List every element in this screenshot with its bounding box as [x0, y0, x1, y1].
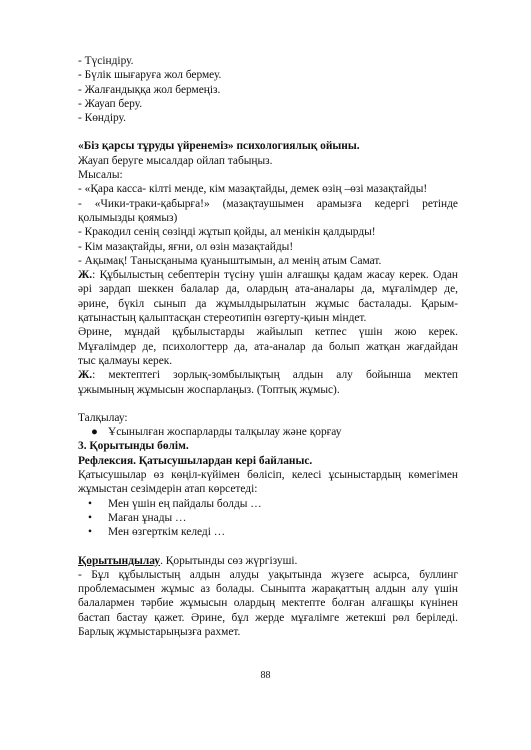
example-line: қолымызды қоямыз)	[78, 211, 178, 224]
paragraph-text: : Құбылыстың себептерін түсіну үшін алғашқы қадам жасау керек. Одан	[92, 269, 458, 282]
section-subtitle: Рефлексия. Қатысушылардан кері байланыс.	[78, 454, 313, 467]
paragraph-line: проблемасымен жұмыс аз болады. Сыныпта жарақаттың алдын алу үшін	[78, 583, 458, 596]
bullet-text: Ұсынылған жоспарларды талқылау және қорғау	[108, 426, 342, 439]
bullet-text: Мен өзгерткім келеді …	[108, 526, 226, 539]
bullet-text: Мен үшін ең пайдалы болды …	[108, 497, 262, 510]
paragraph-line: ұжымының жұмысын жоспарлаңыз. (Топтық жұмыс).	[78, 383, 340, 396]
paragraph-1	[78, 268, 458, 325]
game-intro: Жауап беруге мысалдар ойлап табыңыз.	[78, 154, 273, 167]
conclusion	[78, 554, 458, 640]
paragraph-line: Қатысушылар өз көңіл-күйімен бөлісіп, келесі ұсыныстардың көмегімен	[78, 469, 458, 482]
list-item: - Көндіру.	[78, 112, 126, 125]
reflection-bullet	[78, 497, 458, 511]
list-top	[78, 54, 458, 125]
paragraph-line: - Бұл құбылыстың алдын алуды уақытында жүзеге асырса, буллинг	[78, 568, 458, 581]
discussion-label: Талқылау:	[78, 411, 128, 424]
examples-label: Мысалы:	[78, 169, 123, 182]
conclusion-label: Қорытындылау	[78, 554, 161, 567]
paragraph-line: балалармен тәрбие жұмысын олардың мектепте болған алғашқы күнінен	[78, 597, 458, 610]
paragraph-line: қатынастың қалыптасқан стереотипін өзгерту-қиын міндет.	[78, 312, 367, 325]
bullet-dot: •	[88, 526, 92, 539]
list-item: - Жалғандыққа жол бермеңіз.	[78, 83, 221, 96]
paragraph-line: жұмыстан сезімдерін атап көрсетеді:	[78, 483, 258, 496]
example-line: - Ақымақ! Танысқаныма қуаныштымын, ал менің атым Самат.	[78, 254, 382, 267]
bullet-dot: ●	[91, 426, 98, 439]
bullet-dot: •	[88, 497, 92, 510]
reflection-bullet	[78, 511, 458, 525]
list-item: - Бүлік шығаруға жол бермеу.	[78, 69, 222, 82]
discussion-bullet	[78, 425, 458, 439]
paragraph-text: : мектептегі зорлық-зомбылықтың алдын алу бойынша мектеп	[92, 369, 458, 382]
paragraph-line	[78, 368, 458, 382]
paragraph-2	[78, 325, 458, 368]
conclusion-rest: . Қорытынды сөз жүргізуші.	[160, 554, 298, 567]
page-content	[78, 54, 458, 639]
section-title: 3. Қорытынды бөлім.	[78, 440, 189, 453]
example-line: - Кракодил сенің сөзіңді жұтып қойды, ал менікін қалдырды!	[78, 226, 376, 239]
bullet-text: Маған ұнады …	[108, 511, 187, 524]
paragraph-line: бастап бастау қажет. Әрине, бұл жерде мұғалімге жетекші рөл беріледі.	[78, 611, 458, 624]
example-line: - «Чики-траки-қабырға!» (мазақтаушымен арамызға кедергі ретінде	[78, 197, 458, 210]
paragraph-line: Барлық жұмыстарыңызға рахмет.	[78, 625, 241, 638]
page-number: 88	[260, 670, 271, 681]
paragraph-line	[78, 268, 458, 282]
paragraph-line: тыс қалмауы керек.	[78, 354, 173, 367]
example-line: - Кім мазақтайды, яғни, ол өзін мазақтайды!	[78, 240, 294, 253]
game-title: «Біз қарсы тұруды үйренеміз» психологиялық ойыны.	[78, 140, 360, 153]
list-item: - Жауап беру.	[78, 97, 143, 110]
example-line: - «Қара касса- кілті менде, кім мазақтайды, демек өзің –өзі мазақтайды!	[78, 183, 428, 196]
paragraph-line: әрине, бүкіл сынып да жұмылдырылатын жұмыс басталады. Қарым-	[78, 297, 458, 310]
speaker-label: Ж.	[78, 269, 93, 282]
paragraph-line: Әрине, мұндай құбылыстарды жайылып кетпес үшін жою керек.	[78, 326, 458, 339]
bullet-dot: •	[88, 511, 92, 524]
reflection-bullet	[78, 525, 458, 539]
paragraph-line: әрі зардап шеккен балалар да, олардың ата-аналары да, мұғалімдер де,	[78, 283, 458, 296]
conclusion-heading	[78, 554, 458, 568]
paragraph-line: Мұғалімдер де, психологтерр да, ата-аналар да болып жатқан жағдайдан	[78, 340, 458, 353]
speaker-label: Ж.	[78, 369, 93, 382]
paragraph-3	[78, 368, 458, 397]
list-item: - Түсіндіру.	[78, 55, 134, 67]
